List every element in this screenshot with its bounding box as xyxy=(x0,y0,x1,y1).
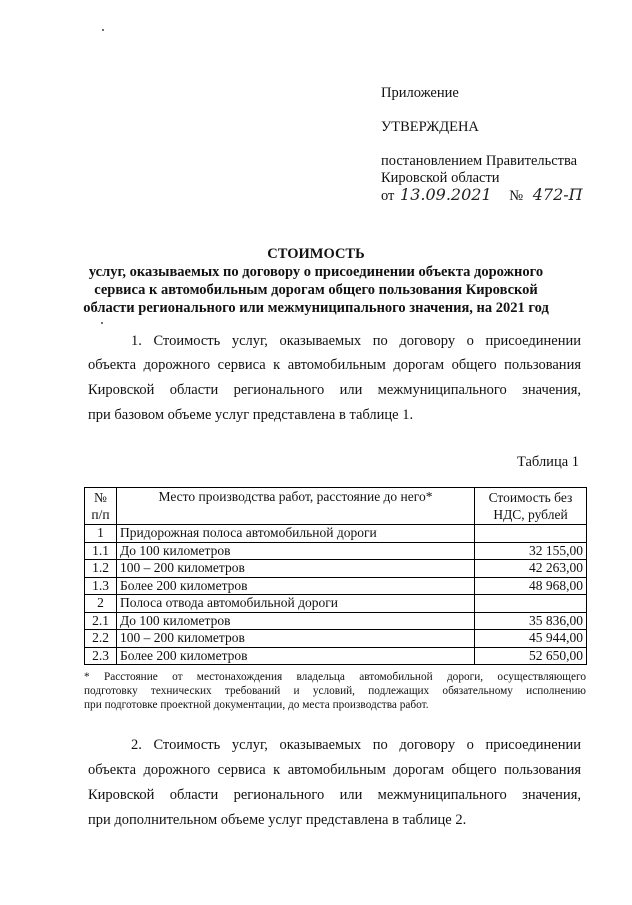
row-num: 2 xyxy=(85,595,117,613)
row-cost: 35 836,00 xyxy=(475,612,587,630)
appendix-label: Приложение xyxy=(381,85,459,101)
footnote-line-2: подготовку технических требований и условий, подлежащих обязательному исполнению xyxy=(84,685,586,697)
handwritten-number: 472-П xyxy=(532,185,583,204)
table-row xyxy=(85,630,587,648)
table-label: Таблица 1 xyxy=(517,454,580,470)
header-place: Место производства работ, расстояние до него* xyxy=(117,488,475,525)
table-row xyxy=(85,560,587,578)
row-cost: 48 968,00 xyxy=(475,577,587,595)
scan-speck xyxy=(102,29,104,31)
row-place: До 100 километров xyxy=(117,542,475,560)
row-num: 1.2 xyxy=(85,560,117,578)
document-title: СТОИМОСТЬ xyxy=(267,246,365,262)
row-num: 2.2 xyxy=(85,630,117,648)
table-row xyxy=(85,542,587,560)
row-place: До 100 километров xyxy=(117,612,475,630)
row-cost xyxy=(475,525,587,543)
paragraph-1-line-3: Кировской области регионального или межмуниципального значения, xyxy=(88,382,581,398)
row-cost: 32 155,00 xyxy=(475,542,587,560)
row-place: Более 200 километров xyxy=(117,577,475,595)
resolution-date-line xyxy=(381,186,583,205)
row-num: 2.1 xyxy=(85,612,117,630)
row-num: 1.3 xyxy=(85,577,117,595)
title-line-1: услуг, оказываемых по договору о присоединении объекта дорожного xyxy=(88,264,544,280)
paragraph-2-line-4: при дополнительном объеме услуг представлена в таблице 2. xyxy=(88,812,467,828)
row-place: Более 200 километров xyxy=(117,647,475,665)
from-label: от xyxy=(381,188,395,204)
table-row xyxy=(85,525,587,543)
paragraph-2-line-1: 2. Стоимость услуг, оказываемых по договору о присоединении xyxy=(131,737,581,753)
row-place: Полоса отвода автомобильной дороги xyxy=(117,595,475,613)
paragraph-2-line-3: Кировской области регионального или межмуниципального значения, xyxy=(88,787,581,803)
footnote-line-3: при подготовке проектной документации, до места производства работ. xyxy=(84,699,429,711)
table-row xyxy=(85,612,587,630)
paragraph-1-line-1: 1. Стоимость услуг, оказываемых по договору о присоединении xyxy=(131,333,581,349)
row-cost: 52 650,00 xyxy=(475,647,587,665)
paragraph-1-line-2: объекта дорожного сервиса к автомобильным дорогам общего пользования xyxy=(88,357,581,373)
row-place: 100 – 200 километров xyxy=(117,560,475,578)
number-label: № xyxy=(509,188,524,204)
cost-table xyxy=(84,487,587,665)
title-line-2: сервиса к автомобильным дорогам общего пользования Кировской xyxy=(94,282,538,298)
table-row xyxy=(85,577,587,595)
row-cost: 42 263,00 xyxy=(475,560,587,578)
resolution-line-1: постановлением Правительства xyxy=(381,153,578,169)
table-row xyxy=(85,595,587,613)
row-num: 1.1 xyxy=(85,542,117,560)
approved-label: УТВЕРЖДЕНА xyxy=(381,119,479,135)
scan-speck xyxy=(101,322,103,324)
header-cost: Стоимость без НДС, рублей xyxy=(475,488,587,525)
row-cost: 45 944,00 xyxy=(475,630,587,648)
row-num: 2.3 xyxy=(85,647,117,665)
row-place: Придорожная полоса автомобильной дороги xyxy=(117,525,475,543)
paragraph-1-line-4: при базовом объеме услуг представлена в таблице 1. xyxy=(88,407,414,423)
resolution-line-2: Кировской области xyxy=(381,170,500,186)
footnote-line-1: * Расстояние от местонахождения владельца автомобильной дороги, осуществляющего xyxy=(84,671,586,683)
table-row xyxy=(85,647,587,665)
header-num: № п/п xyxy=(85,488,117,525)
row-place: 100 – 200 километров xyxy=(117,630,475,648)
paragraph-2-line-2: объекта дорожного сервиса к автомобильным дорогам общего пользования xyxy=(88,762,581,778)
handwritten-date: 13.09.2021 xyxy=(400,185,492,204)
title-line-3: области регионального или межмуниципального значения, на 2021 год xyxy=(83,300,549,316)
table-header-row xyxy=(85,488,587,525)
row-num: 1 xyxy=(85,525,117,543)
row-cost xyxy=(475,595,587,613)
